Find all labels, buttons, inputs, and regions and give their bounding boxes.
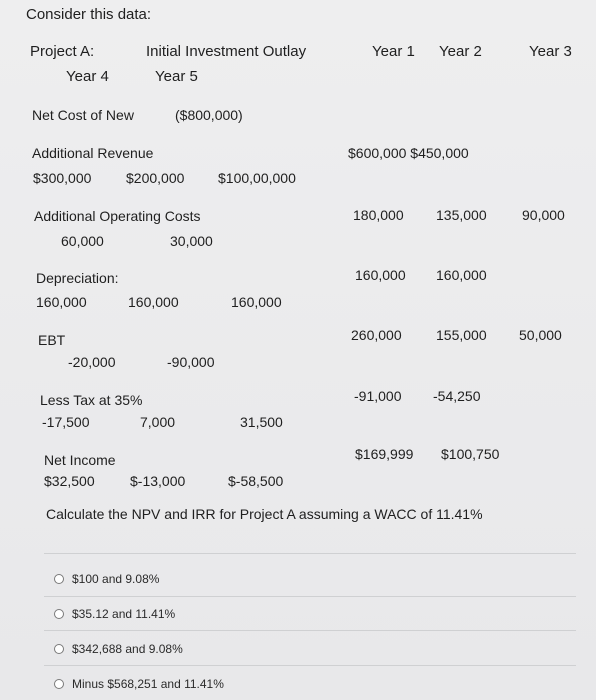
radio-button[interactable]	[54, 609, 64, 619]
ebt-label: EBT	[38, 332, 66, 348]
divider	[44, 596, 576, 597]
radio-button[interactable]	[54, 679, 64, 689]
revenue-y3: $300,000	[33, 170, 92, 186]
opcost-label: Additional Operating Costs	[34, 208, 201, 224]
answer-option-label: $342,688 and 9.08%	[72, 642, 183, 656]
header-initial: Initial Investment Outlay	[146, 43, 307, 60]
ebt-y3: 50,000	[519, 327, 562, 343]
project-label: Project A:	[30, 43, 95, 60]
tax-label: Less Tax at 35%	[40, 392, 143, 408]
tax-y2: -54,250	[433, 388, 481, 404]
depreciation-y5: 160,000	[231, 294, 282, 310]
ebt-y4: -20,000	[68, 354, 116, 370]
depreciation-y2: 160,000	[436, 267, 487, 283]
net-income-y2: $100,750	[441, 446, 500, 462]
opcost-y4: 60,000	[61, 233, 104, 249]
header-year2: Year 2	[439, 43, 482, 60]
intro-text: Consider this data:	[26, 6, 152, 23]
opcost-y1: 180,000	[353, 207, 404, 223]
net-income-y4: $-13,000	[130, 473, 186, 489]
opcost-y5: 30,000	[170, 233, 213, 249]
ebt-y1: 260,000	[351, 327, 402, 343]
depreciation-y4: 160,000	[128, 294, 179, 310]
radio-button[interactable]	[54, 574, 64, 584]
header-year1: Year 1	[372, 43, 415, 60]
answer-option-label: Minus $568,251 and 11.41%	[72, 677, 224, 691]
revenue-label: Additional Revenue	[32, 145, 154, 161]
net-income-y1: $169,999	[355, 446, 414, 462]
divider	[44, 665, 576, 666]
answer-option-4[interactable]	[54, 677, 224, 691]
answer-option-label: $35.12 and 11.41%	[72, 607, 176, 621]
divider	[44, 630, 576, 631]
depreciation-y3: 160,000	[36, 294, 87, 310]
tax-y3: -17,500	[42, 414, 90, 430]
answer-option-2[interactable]	[54, 607, 175, 621]
net-cost-value: ($800,000)	[175, 107, 243, 123]
tax-y5: 31,500	[240, 414, 283, 430]
answer-option-1[interactable]	[54, 572, 159, 586]
depreciation-label: Depreciation:	[36, 270, 119, 286]
header-year3: Year 3	[529, 43, 572, 60]
answer-option-label: $100 and 9.08%	[72, 572, 160, 586]
ebt-y5: -90,000	[167, 354, 215, 370]
net-income-y3: $32,500	[44, 473, 95, 489]
header-year5: Year 5	[155, 68, 198, 85]
radio-button[interactable]	[54, 644, 64, 654]
revenue-y4: $200,000	[126, 170, 185, 186]
net-income-label: Net Income	[44, 452, 116, 468]
depreciation-y1: 160,000	[355, 267, 406, 283]
question-text: Calculate the NPV and IRR for Project A assuming a WACC of 11.41%	[46, 506, 483, 522]
tax-y4: 7,000	[140, 414, 176, 430]
revenue-y1-y2: $600,000 $450,000	[348, 145, 469, 161]
opcost-y2: 135,000	[436, 207, 487, 223]
divider	[44, 553, 576, 554]
answer-option-3[interactable]	[54, 642, 183, 656]
revenue-y5: $100,00,000	[218, 170, 296, 186]
ebt-y2: 155,000	[436, 327, 487, 343]
opcost-y3: 90,000	[522, 207, 565, 223]
header-year4: Year 4	[66, 68, 109, 85]
net-income-y5: $-58,500	[228, 473, 284, 489]
net-cost-label: Net Cost of New	[32, 107, 134, 123]
tax-y1: -91,000	[354, 388, 402, 404]
